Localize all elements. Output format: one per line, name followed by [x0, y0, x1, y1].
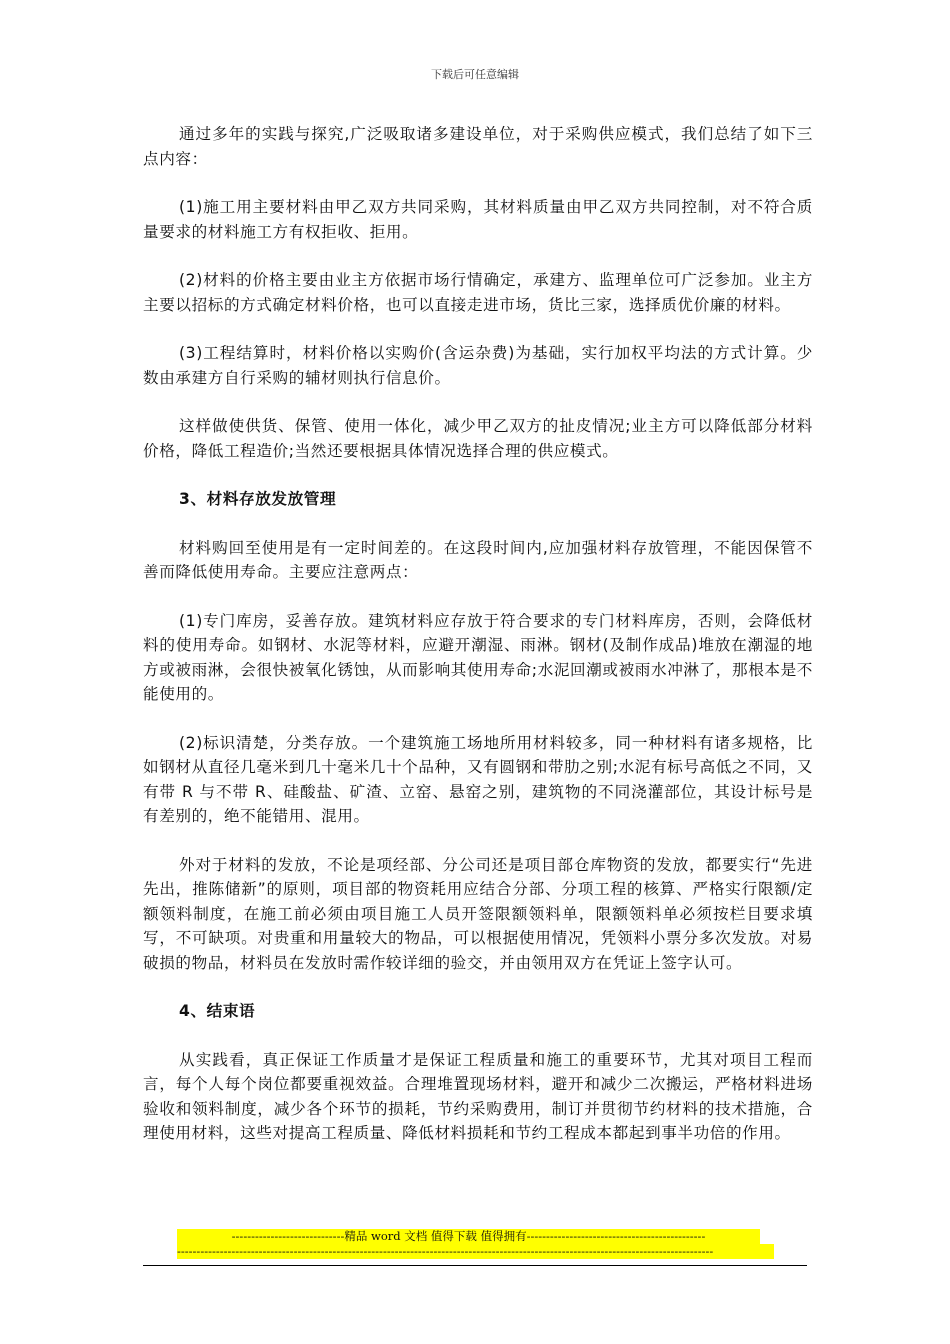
section-heading-3: 3、材料存放发放管理 — [179, 490, 337, 508]
paragraph-conclusion: 从实践看，真正保证工作质量才是保证工程质量和施工的重要环节，尤其对项目工程而言，每个人每个岗位都要重视效益。合理堆置现场材料，避开和减少二次搬运，严格材料进场验收和领料制度，减少各个环节的损耗，节约采购费用，制订并贯彻节约材料的技术措施，合理使用材料，这些对提高工程质量、降低材料损耗和节约工程成本都起到事半功倍的作用。 — [143, 1050, 813, 1142]
paragraph-item-3: (3)工程结算时，材料价格以实购价(含运杂费)为基础，实行加权平均法的方式计算。少数由承建方自行采购的辅材则执行信息价。 — [143, 344, 813, 387]
paragraph-storage-1: (1)专门库房，妥善存放。建筑材料应存放于符合要求的专门材料库房，否则，会降低材料的使用寿命。如钢材、水泥等材料，应避开潮湿、雨淋。钢材(及制作成品)堆放在潮湿的地方或被雨淋，会很快被氧化锈蚀，从而影响其使用寿命;水泥回潮或被雨水冲淋了，那根本是不能使用的。 — [143, 611, 813, 703]
paragraph-item-2: (2)材料的价格主要由业主方依据市场行情确定，承建方、监理单位可广泛参加。业主方主要以招标的方式确定材料价格，也可以直接走进市场，货比三家，选择质优价廉的材料。 — [143, 271, 813, 314]
page-footer — [143, 1229, 807, 1266]
paragraph-item-1: (1)施工用主要材料由甲乙双方共同采购，其材料质量由甲乙双方共同控制，对不符合质量要求的材料施工方有权拒收、拒用。 — [143, 198, 813, 241]
paragraph-summary: 这样做使供货、保管、使用一体化，减少甲乙双方的扯皮情况;业主方可以降低部分材料价格，降低工程造价;当然还要根据具体情况选择合理的供应模式。 — [143, 417, 813, 460]
paragraph-storage-2: (2)标识清楚，分类存放。一个建筑施工场地所用材料较多，同一种材料有诸多规格，比如钢材从直径几毫米到几十毫米几十个品种，又有圆钢和带肋之别;水泥有标号高低之不同，又有带 R 与不带 R、硅酸盐、矿渣、立窑、悬窑之别，建筑物的不同浇灌部位，其设计标号是有差别的，绝不能错用、混用。 — [143, 733, 813, 825]
footer-rule — [143, 1265, 807, 1266]
section-heading-4: 4、结束语 — [179, 1002, 256, 1020]
paragraph-storage-intro: 材料购回至使用是有一定时间差的。在这段时间内,应加强材料存放管理，不能因保管不善而降低使用寿命。主要应注意两点： — [143, 538, 813, 581]
footer-dashes: ------------------------------------------------------------------------------------------------------------------------------------------ — [177, 1244, 774, 1259]
footer-banner: -----------------------------精品 word 文档 值得下载 值得拥有---------------------------------------------- — [177, 1229, 760, 1244]
document-body — [143, 122, 813, 1170]
paragraph-issuing: 外对于材料的发放，不论是项经部、分公司还是项目部仓库物资的发放，都要实行“先进先出，推陈储新”的原则，项目部的物资耗用应结合分部、分项工程的核算、严格实行限额/定额领料制度，在施工前必须由项目施工人员开签限额领料单，限额领料单必须按栏目要求填写，不可缺项。对贵重和用量较大的物品，可以根据使用情况，凭领料小票分多次发放。对易破损的物品，材料员在发放时需作较详细的验交，并由领用双方在凭证上签字认可。 — [143, 855, 813, 972]
paragraph-intro: 通过多年的实践与探究,广泛吸取诸多建设单位，对于采购供应模式，我们总结了如下三点内容： — [143, 125, 813, 168]
page-header: 下载后可任意编辑 — [431, 68, 519, 81]
